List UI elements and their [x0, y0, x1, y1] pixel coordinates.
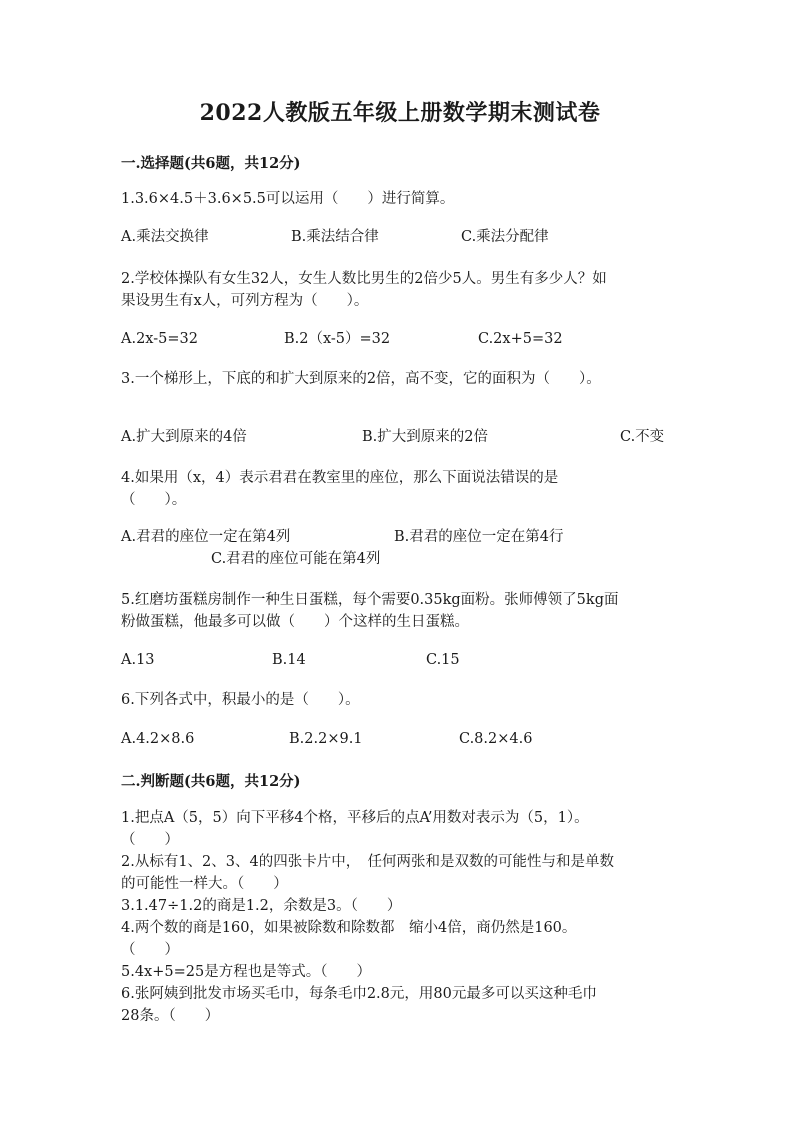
question-4-text-line1: 4.如果用（x，4）表示君君在教室里的座位，那么下面说法错误的是 [121, 470, 559, 486]
question-3-option-b: B.扩大到原来的2倍 [362, 429, 488, 445]
question-5-option-c: C.15 [426, 652, 460, 668]
question-2-option-b: B.2（x-5）=32 [284, 331, 391, 347]
question-5-text-line2: 粉做蛋糕，他最多可以做（ ）个这样的生日蛋糕。 [121, 614, 469, 630]
judgement-line: 1.把点A（5，5）向下平移4个格，平移后的点A’用数对表示为（5，1）。 [121, 810, 589, 826]
judgement-line: 28条。（ ） [121, 1008, 220, 1024]
question-6-option-b: B.2.2×9.1 [289, 731, 363, 747]
question-4-option-c: C.君君的座位可能在第4列 [211, 551, 381, 567]
question-1-option-c: C.乘法分配律 [461, 229, 549, 245]
question-6-option-c: C.8.2×4.6 [459, 731, 533, 747]
question-6-text: 6.下列各式中，积最小的是（ ）。 [121, 692, 360, 708]
judgement-line: （ ） [121, 832, 179, 848]
judgement-line: 5.4x+5=25是方程也是等式。（ ） [121, 964, 371, 980]
question-1-option-b: B.乘法结合律 [291, 229, 379, 245]
question-3-option-c: C.不变 [620, 429, 665, 445]
question-5-text-line1: 5.红磨坊蛋糕房制作一种生日蛋糕，每个需要0.35kg面粉。张师傅领了5kg面 [121, 592, 619, 608]
judgement-line: 2.从标有1、2、3、4的四张卡片中， 任何两张和是双数的可能性与和是单数 [121, 854, 614, 870]
question-4-option-b: B.君君的座位一定在第4行 [394, 529, 564, 545]
question-2-text-line2: 果设男生有x人，可列方程为（ ）。 [121, 293, 369, 309]
question-4-option-a: A.君君的座位一定在第4列 [121, 529, 291, 545]
section-heading-judgement: 二.判断题(共6题，共12分) [121, 773, 301, 790]
question-5-option-b: B.14 [272, 652, 306, 668]
section-heading-choice: 一.选择题(共6题，共12分) [121, 155, 301, 172]
judgement-line: 4.两个数的商是160，如果被除数和除数都 缩小4倍，商仍然是160。 [121, 920, 577, 936]
question-3-option-a: A.扩大到原来的4倍 [121, 429, 247, 445]
question-2-text-line1: 2.学校体操队有女生32人，女生人数比男生的2倍少5人。男生有多少人？如 [121, 271, 607, 287]
question-2-option-c: C.2x+5=32 [478, 331, 563, 347]
judgement-line: 3.1.47÷1.2的商是1.2，余数是3。（ ） [121, 898, 402, 914]
question-4-text-line2: （ ）。 [121, 492, 187, 508]
question-6-option-a: A.4.2×8.6 [121, 731, 195, 747]
question-5-option-a: A.13 [121, 652, 155, 668]
judgement-line: 6.张阿姨到批发市场买毛巾，每条毛巾2.8元，用80元最多可以买这种毛巾 [121, 986, 597, 1002]
question-1-text: 1.3.6×4.5＋3.6×5.5可以运用（ ）进行简算。 [121, 191, 455, 207]
question-1-option-a: A.乘法交换律 [121, 229, 209, 245]
judgement-line: （ ） [121, 942, 179, 958]
judgement-line: 的可能性一样大。（ ） [121, 876, 288, 892]
question-2-option-a: A.2x-5=32 [121, 331, 198, 347]
exam-title: 2022人教版五年级上册数学期末测试卷 [199, 100, 601, 126]
question-3-text: 3.一个梯形上，下底的和扩大到原来的2倍，高不变，它的面积为（ ）。 [121, 371, 601, 387]
